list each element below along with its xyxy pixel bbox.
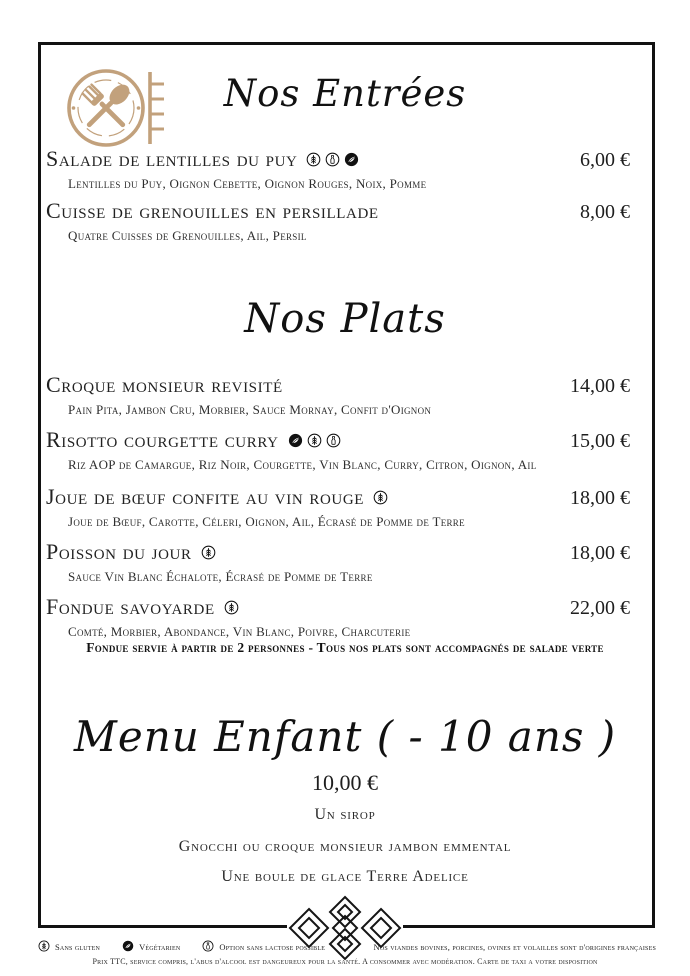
dish-description: Pain Pita, Jambon Cru, Morbier, Sauce Mornay, Confit d'Oignon	[68, 402, 432, 417]
dish-description: Lentilles du Puy, Oignon Cebette, Oignon Rouges, Noix, Pomme	[68, 176, 427, 191]
dish-diet-icons	[224, 600, 239, 615]
gluten-free-icon	[307, 433, 322, 448]
dish-description: Quatre Cuisses de Grenouilles, Ail, Persil	[68, 228, 307, 243]
dish-joue-de-boeuf	[46, 484, 630, 530]
dish-title: Poisson du jour	[46, 539, 192, 564]
legend-item-vegetarien	[122, 940, 180, 954]
footer-legend	[38, 940, 656, 954]
vegetarian-icon	[288, 433, 303, 448]
dish-diet-icons	[306, 152, 359, 167]
dish-title: Fondue savoyarde	[46, 594, 215, 619]
dish-diet-icons	[201, 545, 216, 560]
vegetarian-icon	[122, 940, 139, 954]
dish-croque-monsieur	[46, 372, 630, 418]
dish-price: 14,00 €	[570, 375, 630, 397]
dish-price: 18,00 €	[570, 487, 630, 509]
dish-price: 18,00 €	[570, 542, 630, 564]
dish-title: Risotto courgette curry	[46, 427, 279, 452]
dish-risotto	[46, 427, 630, 473]
section-heading-plats: Nos Plats	[244, 296, 446, 342]
dish-description: Comté, Morbier, Abondance, Vin Blanc, Poivre, Charcuterie	[68, 624, 411, 639]
dish-title: Cuisse de grenouilles en persillade	[46, 198, 379, 223]
dish-price: 15,00 €	[570, 430, 630, 452]
kids-menu-heading: Menu Enfant ( - 10 ans )	[73, 712, 617, 761]
dish-fondue-savoyarde	[46, 594, 630, 640]
lactose-free-icon	[202, 940, 219, 954]
dish-description: Joue de Bœuf, Carotte, Céleri, Oignon, Ail, Écrasé de Pomme de Terre	[68, 514, 465, 529]
legend-item-sans-gluten	[38, 940, 100, 954]
lactose-option-icon	[325, 152, 340, 167]
vegetarian-icon	[344, 152, 359, 167]
legend-label: Végétarien	[139, 942, 181, 952]
section-heading-entrees: Nos Entrées	[223, 72, 467, 115]
dish-price: 6,00 €	[580, 149, 630, 171]
meat-origin-note: Nos viandes bovines, porcines, ovines et volailles sont d'origines françaises	[373, 942, 656, 952]
gluten-free-icon	[306, 152, 321, 167]
dish-title: Croque monsieur revisité	[46, 372, 283, 397]
kids-menu-line: Un sirop	[314, 806, 376, 823]
gluten-free-icon	[224, 600, 239, 615]
kids-menu-price: 10,00 €	[312, 770, 378, 795]
kids-menu-line: Gnocchi ou croque monsieur jambon emmental	[178, 838, 512, 855]
lactose-option-icon	[326, 433, 341, 448]
gluten-free-icon	[373, 490, 388, 505]
gluten-free-icon	[38, 940, 55, 954]
gluten-free-icon	[201, 545, 216, 560]
dish-diet-icons	[373, 490, 388, 505]
legend-item-sans-lactose	[202, 940, 325, 954]
dish-salade-lentilles	[46, 146, 630, 192]
dish-cuisse-grenouilles	[46, 198, 630, 244]
legend-label: Sans gluten	[55, 942, 101, 952]
dish-price: 22,00 €	[570, 597, 630, 619]
dish-price: 8,00 €	[580, 201, 630, 223]
dish-title: Joue de bœuf confite au vin rouge	[46, 484, 365, 509]
kids-menu-line: Une boule de glace Terre Adelice	[221, 868, 469, 885]
dish-diet-icons	[288, 433, 341, 448]
plats-note: Fondue servie à partir de 2 personnes - Tous nos plats sont accompagnés de salade verte	[86, 640, 604, 655]
dish-title: Salade de lentilles du puy	[46, 146, 298, 171]
legend-label: Option sans lactose possible	[219, 942, 326, 952]
dish-description: Sauce Vin Blanc Échalote, Écrasé de Pomme de Terre	[68, 569, 373, 584]
legal-note: Prix TTC, service compris, l'abus d'alcool est dangeureux pour la santé. A consommer avec modération. Carte de taxi a votre disposition	[92, 957, 598, 966]
dish-description: Riz AOP de Camargue, Riz Noir, Courgette, Vin Blanc, Curry, Citron, Oignon, Ail	[68, 457, 537, 472]
dish-poisson-du-jour	[46, 539, 630, 585]
